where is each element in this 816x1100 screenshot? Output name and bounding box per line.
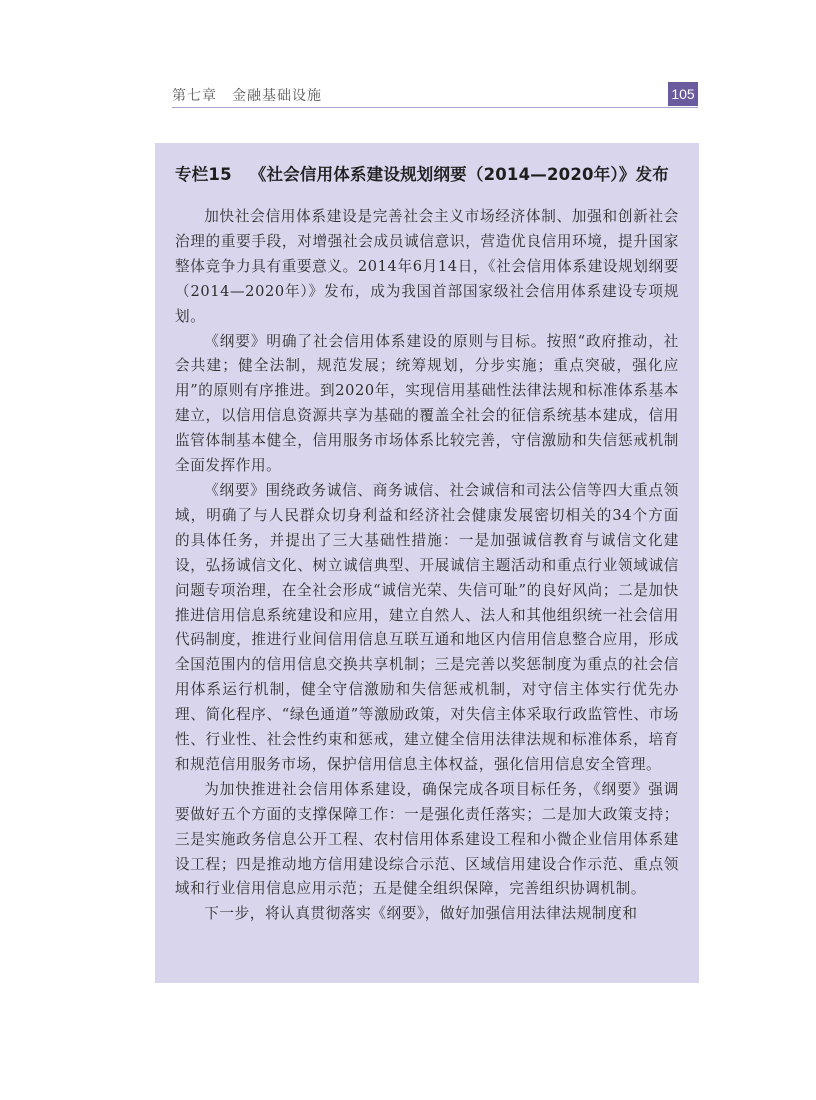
sidebar-title-label: 专栏15	[175, 165, 232, 184]
sidebar-body	[175, 205, 679, 927]
paragraph: 下一步，将认真贯彻落实《纲要》，做好加强信用法律法规制度和	[204, 905, 638, 923]
sidebar-title	[175, 161, 685, 185]
chapter-title: 第七章 金融基础设施	[172, 88, 322, 104]
paragraph: 为加快推进社会信用体系建设，确保完成各项目标任务，《纲要》强调要做好五个方面的支撑保障工作：一是强化责任落实；二是加大政策支持；三是实施政务信息公开工程、农村信用体系建设工程和小微企业信用体系建设工程；四是推动地方信用建设综合示范、区域信用建设合作示范、重点领域和行业信用信息应用示范；五是健全组织保障，完善组织协调机制。	[175, 780, 679, 898]
paragraph: 《纲要》围绕政务诚信、商务诚信、社会诚信和司法公信等四大重点领域，明确了与人民群众切身利益和经济社会健康发展密切相关的34个方面的具体任务，并提出了三大基础性措施：一是加强诚信教育与诚信文化建设，弘扬诚信文化、树立诚信典型、开展诚信主题活动和重点行业领域诚信问题专项治理，在全社会形成“诚信光荣、失信可耻”的良好风尚；二是加快推进信用信息系统建设和应用，建立自然人、法人和其他组织统一社会信用代码制度，推进行业间信用信息互联互通和地区内信用信息整合应用，形成全国范围内的信用信息交换共享机制；三是完善以奖惩制度为重点的社会信用体系运行机制，健全守信激励和失信惩戒机制，对守信主体实行优先办理、简化程序、“绿色通道”等激励政策，对失信主体采取行政监管性、市场性、行业性、社会性约束和惩戒，建立健全信用法律法规和标准体系，培育和规范信用服务市场，保护信用信息主体权益，强化信用信息安全管理。	[175, 481, 679, 773]
header-divider	[172, 107, 698, 108]
sidebar-title-text: 《社会信用体系建设规划纲要（2014—2020年）》发布	[249, 165, 669, 184]
running-header	[172, 82, 698, 108]
paragraph: 加快社会信用体系建设是完善社会主义市场经济体制、加强和创新社会治理的重要手段，对增强社会成员诚信意识，营造优良信用环境，提升国家整体竞争力具有重要意义。2014年6月14日，《社会信用体系建设规划纲要（2014—2020年）》发布，成为我国首部国家级社会信用体系建设专项规划。	[175, 208, 679, 325]
sidebar-box	[155, 143, 699, 983]
paragraph: 《纲要》明确了社会信用体系建设的原则与目标。按照“政府推动，社会共建；健全法制，规范发展；统筹规划，分步实施；重点突破，强化应用”的原则有序推进。到2020年，实现信用基础性法律法规和标准体系基本建立，以信用信息资源共享为基础的覆盖全社会的征信系统基本建成，信用监管体制基本健全，信用服务市场体系比较完善，守信激励和失信惩戒机制全面发挥作用。	[175, 332, 679, 475]
page-number: 105	[668, 82, 698, 106]
